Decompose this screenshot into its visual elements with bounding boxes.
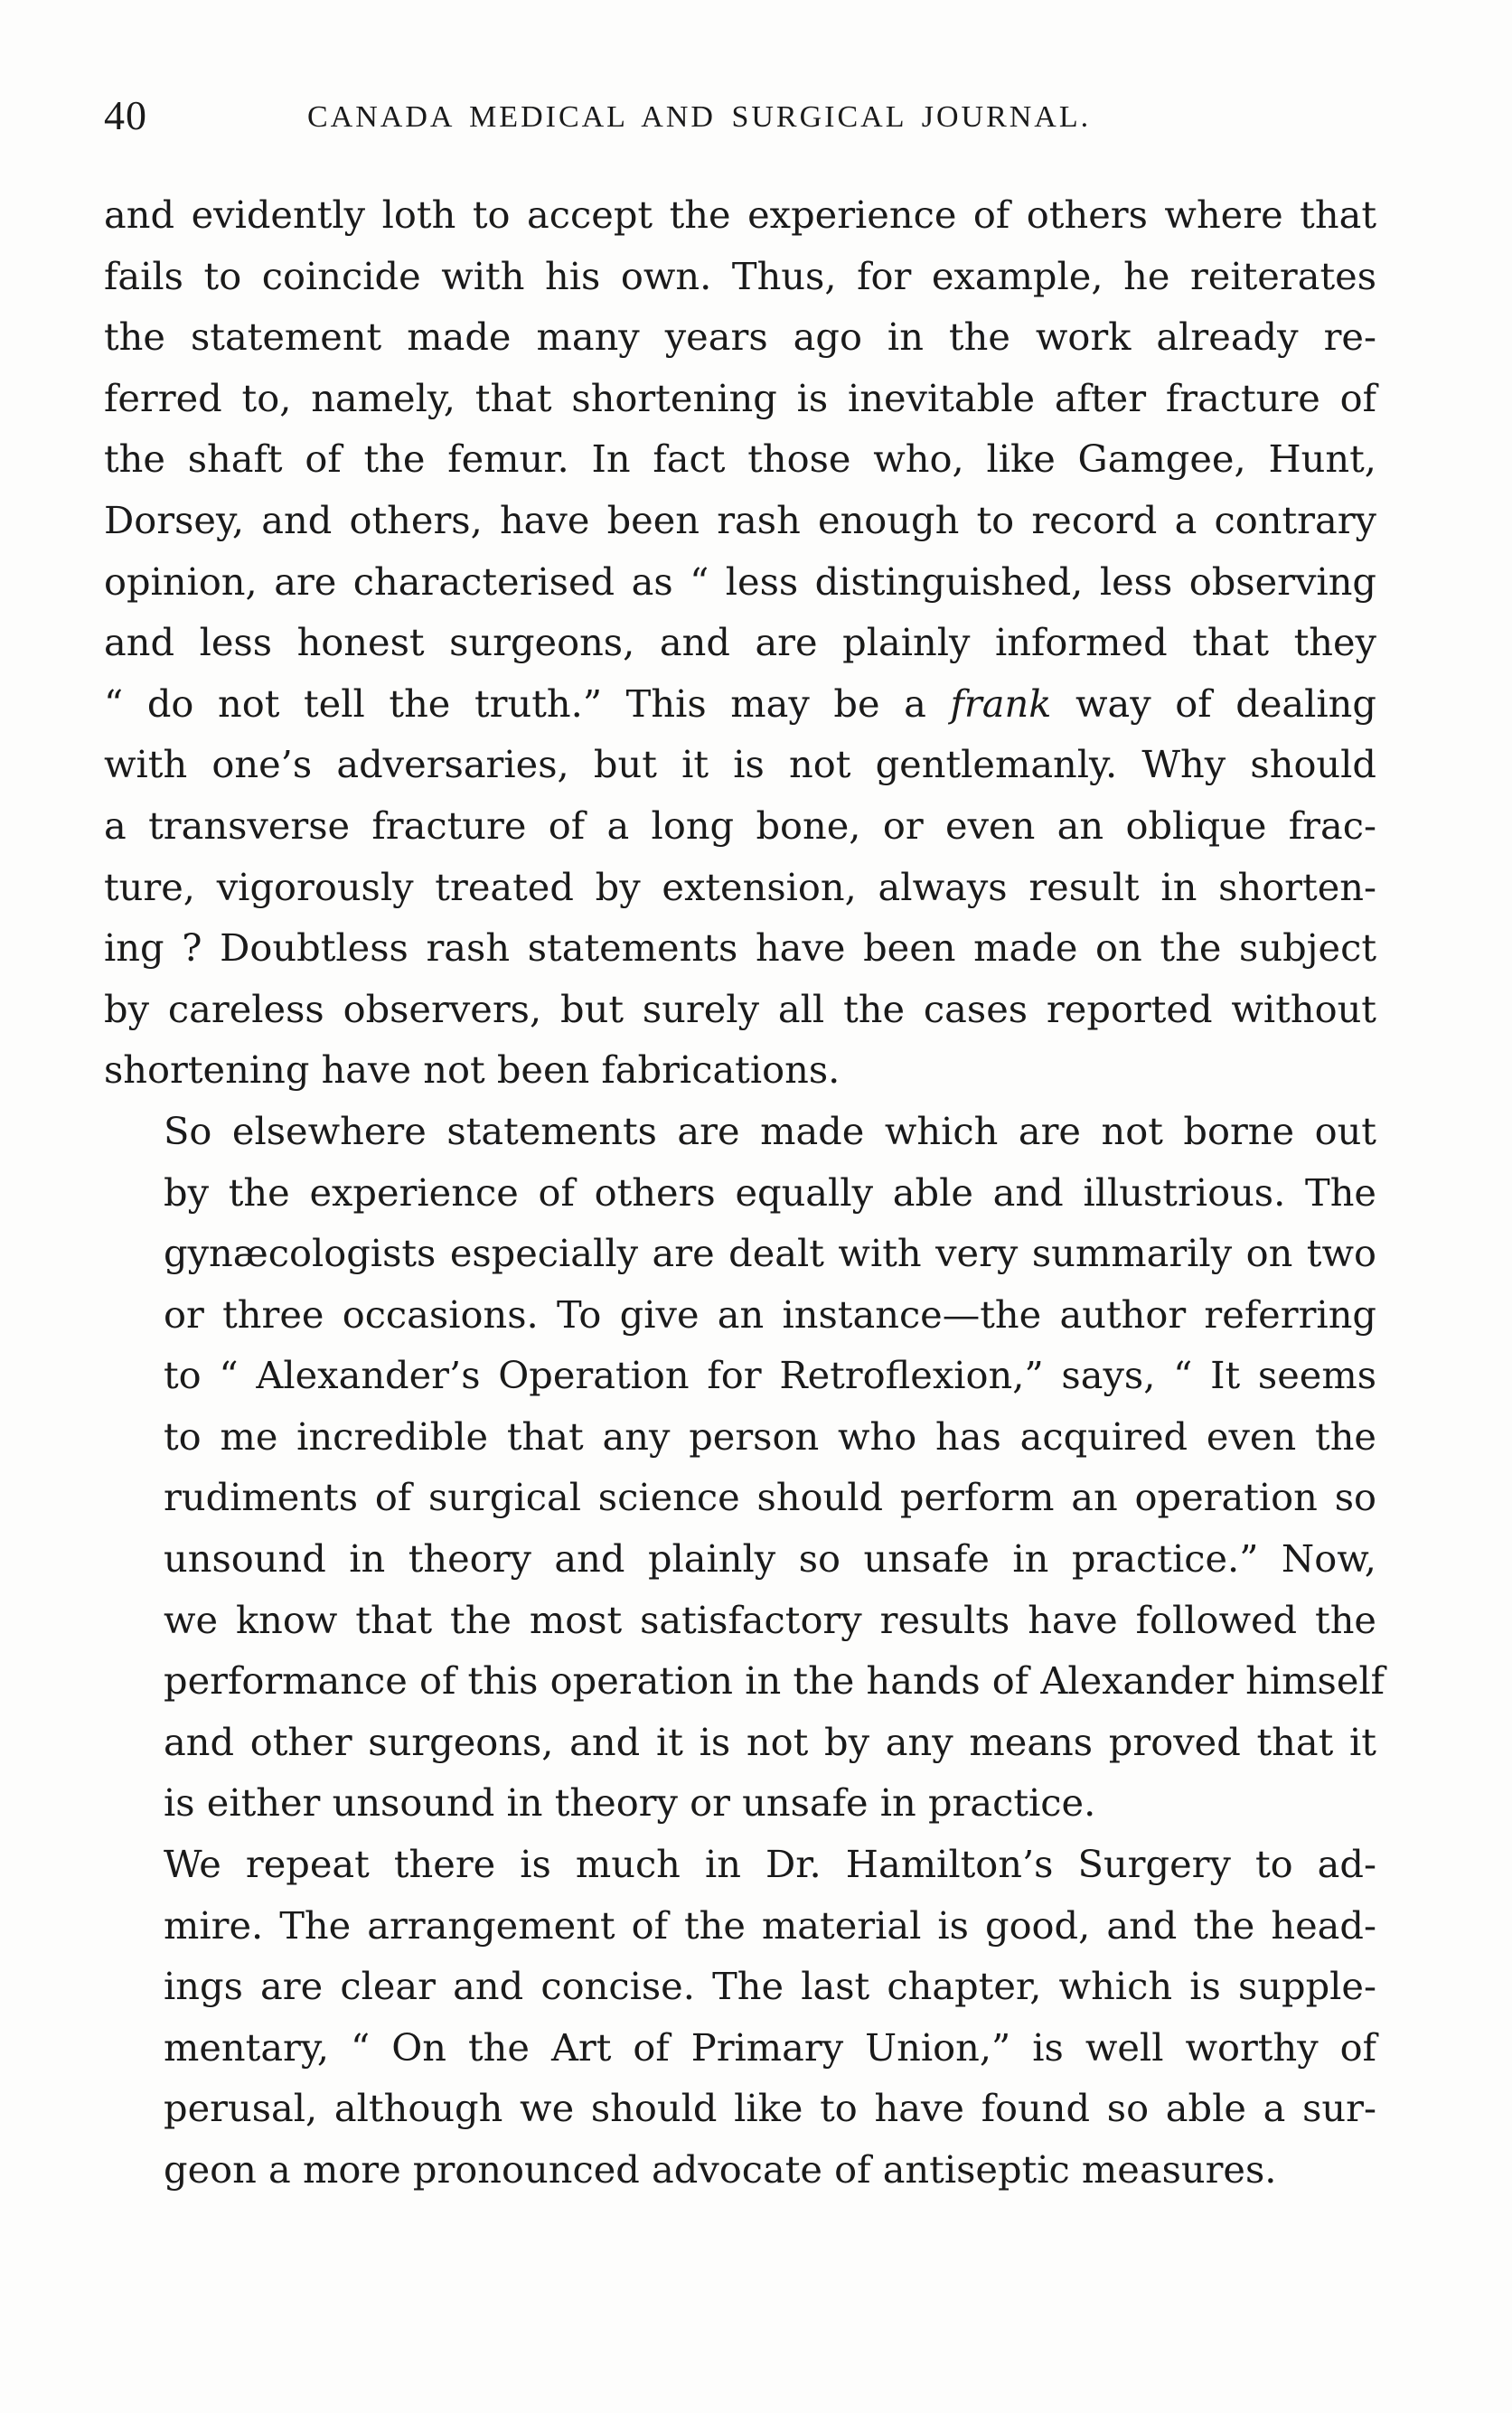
text-line-with-italic	[104, 673, 1376, 735]
paragraph-1	[104, 184, 1376, 1101]
text-line: with one’s adversaries, but it is not gentlemanly. Why should	[104, 742, 1376, 787]
text-line: by the experience of others equally able and illustrious. The	[164, 1169, 1376, 1215]
italic-word: frank	[950, 681, 1052, 726]
text-segment: “ do not tell the truth.” This may be a	[104, 681, 926, 726]
text-line: and less honest surgeons, and are plainly informed that they	[104, 620, 1376, 665]
text-line: the statement made many years ago in the work already re-	[104, 315, 1376, 360]
text-line: a transverse fracture of a long bone, or even an oblique frac-	[104, 803, 1376, 848]
text-line: fails to coincide with his own. Thus, for example, he reiterates	[104, 253, 1376, 298]
text-line: performance of this operation in the hands of Alexander himself	[164, 1658, 1385, 1704]
text-line: gynæcologists especially are dealt with very summarily on two	[164, 1231, 1376, 1276]
text-line: unsound in theory and plainly so unsafe in practice.” Now,	[164, 1536, 1376, 1582]
article-body	[104, 184, 1385, 2201]
text-line: and evidently loth to accept the experience of others where that	[104, 192, 1376, 237]
text-segment: way of dealing	[1075, 681, 1376, 726]
text-line: we know that the most satisfactory results have followed the	[164, 1597, 1376, 1642]
text-line: perusal, although we should like to have found so able a sur-	[164, 2086, 1376, 2131]
text-line: mentary, “ On the Art of Primary Union,” is well worthy of	[164, 2024, 1376, 2070]
text-line: mire. The arrangement of the material is good, and the head-	[164, 1902, 1376, 1948]
paragraph-3	[104, 1834, 1376, 2201]
text-line: We repeat there is much in Dr. Hamilton’s Surgery to ad-	[164, 1842, 1376, 1887]
text-line: ferred to, namely, that shortening is inevitable after fracture of	[104, 375, 1376, 420]
journal-title: CANADA MEDICAL AND SURGICAL JOURNAL.	[307, 100, 1092, 134]
text-line: rudiments of surgical science should perform an operation so	[164, 1475, 1376, 1520]
text-line: ings are clear and concise. The last chapter, which is supple-	[164, 1964, 1376, 2009]
text-line: or three occasions. To give an instance—the author referring	[164, 1291, 1376, 1337]
paragraph-2	[104, 1101, 1385, 1834]
text-line: by careless observers, but surely all the cases reported without	[104, 986, 1376, 1031]
text-line: ture, vigorously treated by extension, always result in shorten-	[104, 864, 1376, 909]
text-line: the shaft of the femur. In fact those who, like Gamgee, Hunt,	[104, 437, 1376, 482]
text-line: to “ Alexander’s Operation for Retroflexion,” says, “ It seems	[164, 1353, 1376, 1398]
text-line: shortening have not been fabrications.	[104, 1047, 841, 1093]
running-head	[104, 89, 1405, 143]
text-line: and other surgeons, and it is not by any means proved that it	[164, 1719, 1376, 1764]
page-number: 40	[104, 92, 147, 138]
text-line: is either unsound in theory or unsafe in practice.	[164, 1780, 1096, 1826]
text-line: Dorsey, and others, have been rash enough to record a contrary	[104, 497, 1376, 542]
text-line: to me incredible that any person who has acquired even the	[164, 1413, 1376, 1459]
text-line: ing ? Doubtless rash statements have been made on the subject	[104, 925, 1376, 971]
text-line: geon a more pronounced advocate of antiseptic measures.	[164, 2147, 1277, 2192]
text-line: opinion, are characterised as “ less distinguished, less observing	[104, 559, 1376, 604]
text-line: So elsewhere statements are made which are not borne out	[164, 1108, 1376, 1153]
